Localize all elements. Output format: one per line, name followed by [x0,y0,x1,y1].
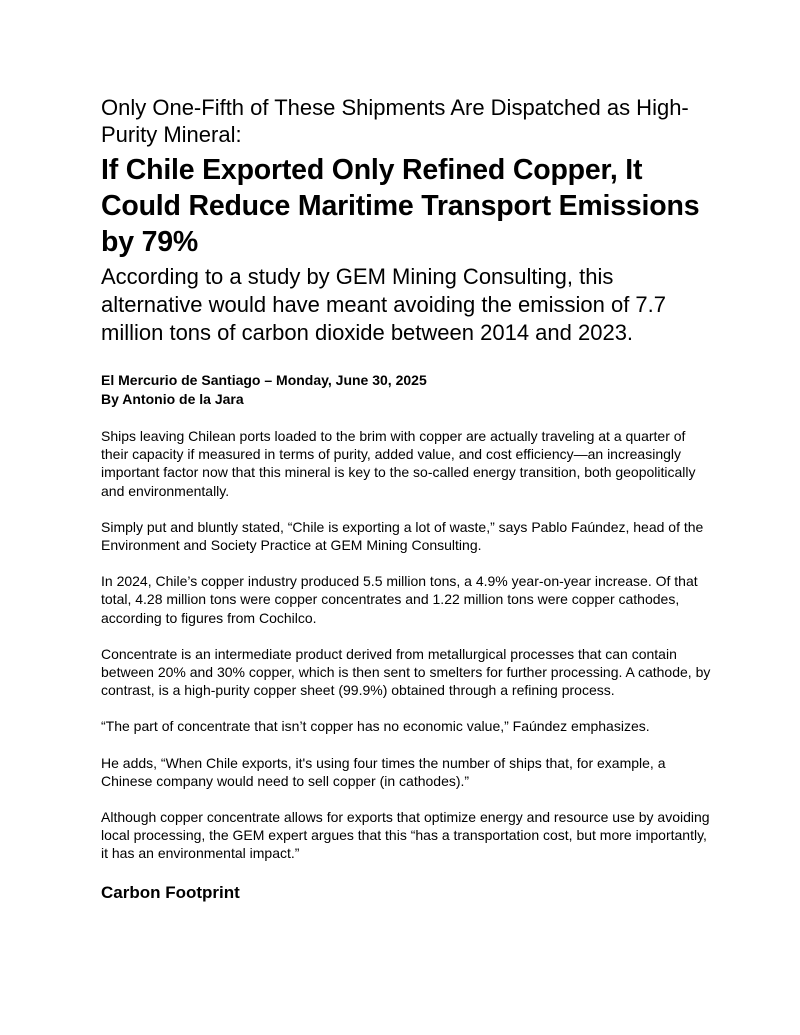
body-paragraph: He adds, “When Chile exports, it's using four times the number of ships that, for example, a Chinese company would need to sell copper (in cathodes).” [101,754,666,789]
body-paragraph: Simply put and bluntly stated, “Chile is exporting a lot of waste,” says Pablo Faúndez, head of the Environment and Society Practice at GEM Mining Consulting. [101,518,704,554]
article-deck: According to a study by GEM Mining Consulting, this alternative would have meant avoiding the emission of 7.7 million tons of carbon dioxide between 2014 and 2023. [101,264,667,345]
article [101,94,711,903]
body-paragraph: Although copper concentrate allows for exports that optimize energy and resource use by avoiding local processing, the GEM expert argues that this “has a transportation cost, but more importantly, it has an environmental impact.” [101,809,710,862]
article-kicker: Only One-Fifth of These Shipments Are Dispatched as High-Purity Mineral: [101,95,689,147]
article-headline: If Chile Exported Only Refined Copper, It Could Reduce Maritime Transport Emissions by 79% [101,154,700,258]
body-paragraph: Ships leaving Chilean ports loaded to the brim with copper are actually traveling at a quarter of their capacity if measured in terms of purity, added value, and cost efficiency—an increasingly important factor now that this mineral is key to the so-called energy transition, both geopolitically and environmentally. [101,428,696,499]
section-subhead: Carbon Footprint [101,882,240,902]
source-line: El Mercurio de Santiago – Monday, June 30, 2025 [101,372,427,388]
body-paragraph: “The part of concentrate that isn’t copper has no economic value,” Faúndez emphasizes. [101,718,650,735]
body-paragraph: In 2024, Chile’s copper industry produced 5.5 million tons, a 4.9% year-on-year increase. Of that total, 4.28 million tons were copper concentrates and 1.22 million tons were copper cathodes, according to figures from Cochilco. [101,573,698,626]
byline [101,371,711,409]
author-line: By Antonio de la Jara [101,391,244,407]
body-paragraph: Concentrate is an intermediate product derived from metallurgical processes that can contain between 20% and 30% copper, which is then sent to smelters for further processing. A cathode, by contrast, is a high-purity copper sheet (99.9%) obtained through a refining process. [101,645,711,699]
article-body [101,427,711,863]
